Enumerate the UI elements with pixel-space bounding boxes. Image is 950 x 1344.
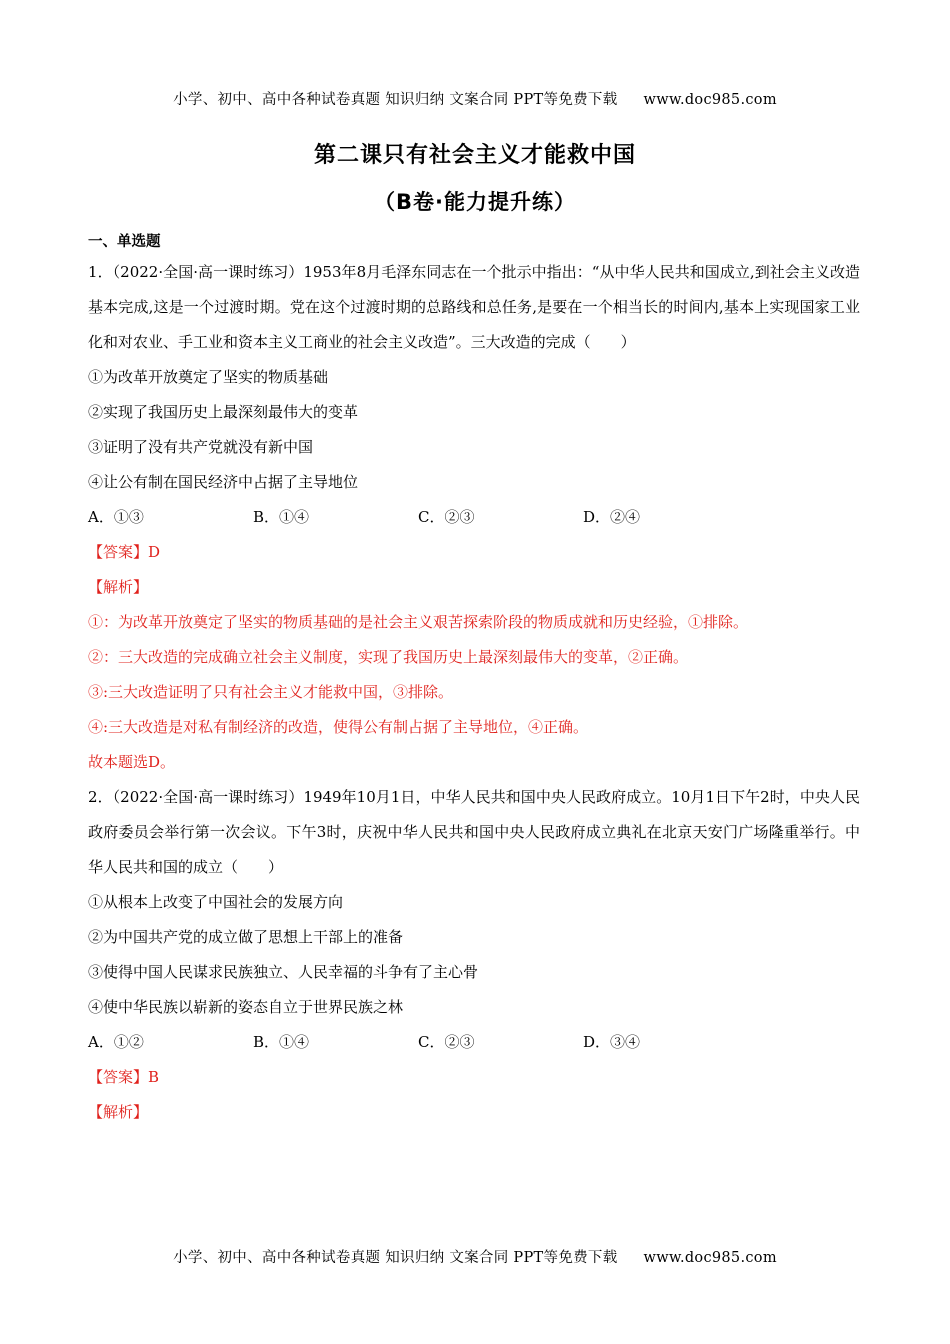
question-2-answer: 【答案】B: [88, 1068, 160, 1086]
question-1-statement: ③证明了没有共产党就没有新中国: [88, 438, 314, 456]
question-1-analysis-line: ①：为改革开放奠定了坚实的物质基础的是社会主义艰苦探索阶段的物质成就和历史经验，①排除。: [88, 613, 749, 631]
header-site-link[interactable]: www.doc985.com: [643, 92, 777, 108]
question-1-statement: ①为改革开放奠定了坚实的物质基础: [88, 368, 329, 386]
question-1-stem: 1．（2022·全国·高一课时练习）1953年8月毛泽东同志在一个批示中指出：“从中华人民共和国成立,到社会主义改造基本完成,这是一个过渡时期。党在这个过渡时期的总路线和总任务,是要在一个相当长的时间内,基本上实现国家工业化和对农业、手工业和资本主义工商业的社会主义改造”。三大改造的完成（ ）: [88, 263, 860, 351]
question-2-statement: ④使中华民族以崭新的姿态自立于世界民族之林: [88, 998, 404, 1016]
question-2-options: [88, 1025, 860, 1060]
footer-site-link[interactable]: www.doc985.com: [643, 1250, 777, 1266]
question-1-statement: ②实现了我国历史上最深刻最伟大的变革: [88, 403, 359, 421]
question-2-analysis-label: 【解析】: [88, 1103, 149, 1121]
header-tagline: 小学、初中、高中各种试卷真题 知识归纳 文案合同 PPT等免费下载: [173, 92, 618, 108]
option-d[interactable]: D．②④: [583, 508, 641, 526]
question-2-statement: ③使得中国人民谋求民族独立、人民幸福的斗争有了主心骨: [88, 963, 479, 981]
question-1-analysis-label: 【解析】: [88, 578, 149, 596]
question-1-analysis-line: ③:三大改造证明了只有社会主义才能救中国，③排除。: [88, 683, 454, 701]
section-heading: 一、单选题: [88, 234, 161, 250]
question-1-options: [88, 500, 860, 535]
option-c[interactable]: C．②③: [418, 1033, 475, 1051]
footer-tagline: 小学、初中、高中各种试卷真题 知识归纳 文案合同 PPT等免费下载: [173, 1250, 618, 1266]
option-d[interactable]: D．③④: [583, 1033, 641, 1051]
question-2-stem: 2．（2022·全国·高一课时练习）1949年10月1日，中华人民共和国中央人民政府成立。10月1日下午2时，中央人民政府委员会举行第一次会议。下午3时，庆祝中华人民共和国中央人民政府成立典礼在北京天安门广场隆重举行。中华人民共和国的成立（ ）: [88, 788, 860, 876]
option-b[interactable]: B．①④: [253, 1033, 310, 1051]
question-1-analysis-line: ②：三大改造的完成确立社会主义制度，实现了我国历史上最深刻最伟大的变革，②正确。: [88, 648, 689, 666]
document-title: 第二课只有社会主义才能救中国: [313, 143, 636, 168]
question-1-answer: 【答案】D: [88, 543, 161, 561]
option-a[interactable]: A．①②: [88, 1033, 144, 1051]
question-1-statement: ④让公有制在国民经济中占据了主导地位: [88, 473, 359, 491]
page-header: [0, 88, 950, 109]
option-c[interactable]: C．②③: [418, 508, 475, 526]
question-2-statement: ②为中国共产党的成立做了思想上干部上的准备: [88, 928, 404, 946]
question-list: [88, 255, 860, 1130]
question-1-analysis-line: ④:三大改造是对私有制经济的改造，使得公有制占据了主导地位，④正确。: [88, 718, 589, 736]
document-subtitle: （B卷·能力提升练）: [374, 190, 576, 214]
option-b[interactable]: B．①④: [253, 508, 310, 526]
option-a[interactable]: A．①③: [88, 508, 144, 526]
page-footer: [0, 1246, 950, 1267]
question-2-statement: ①从根本上改变了中国社会的发展方向: [88, 893, 344, 911]
question-1-conclusion: 故本题选D。: [88, 753, 176, 771]
